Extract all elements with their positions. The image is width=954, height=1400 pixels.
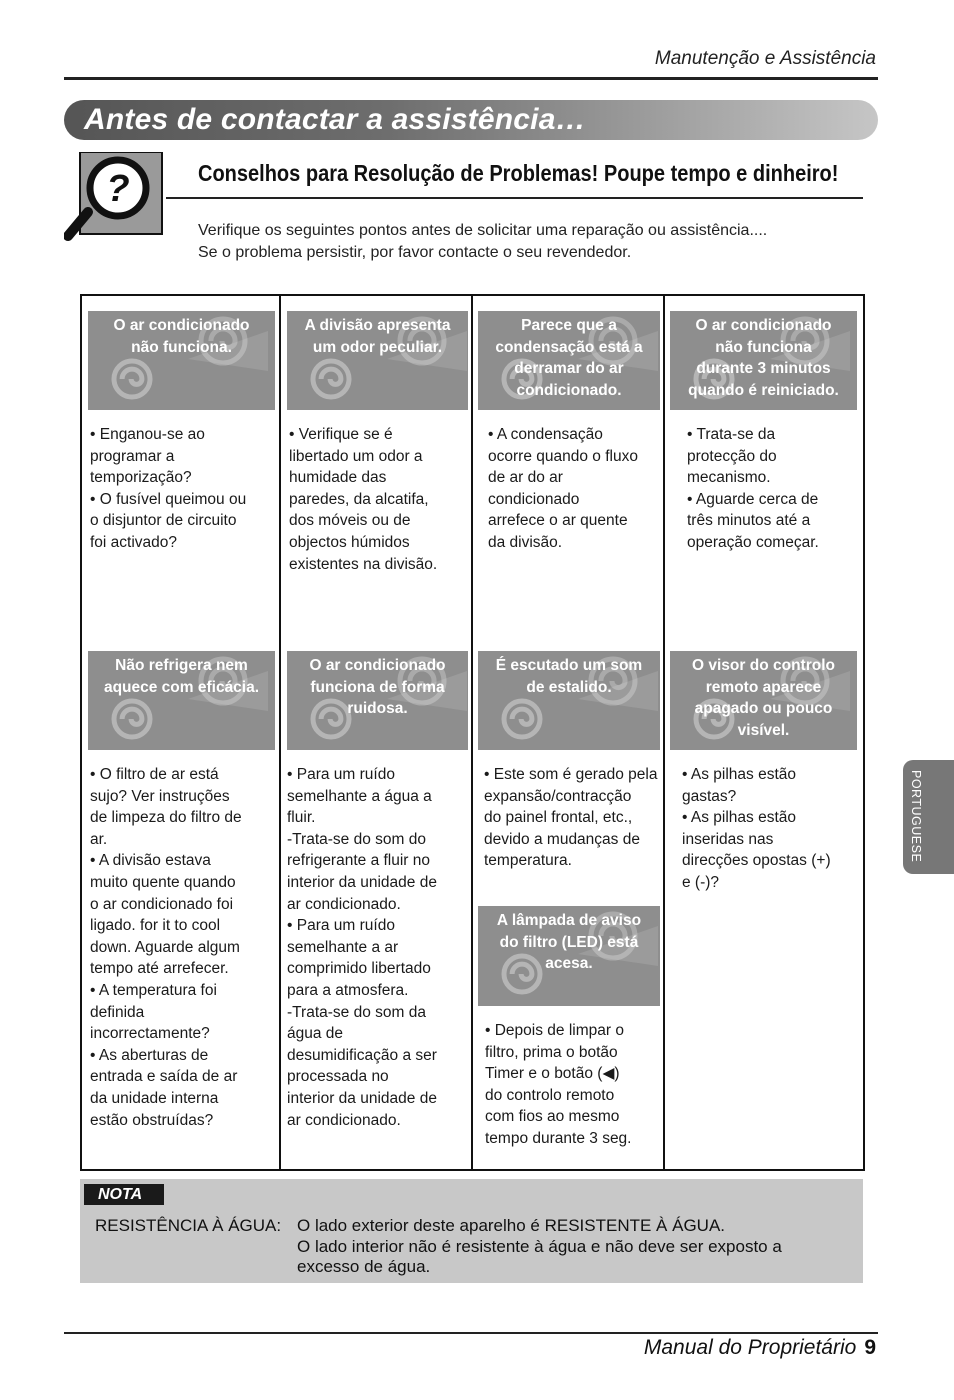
problem-body: • O filtro de ar está sujo? Ver instruções de limpeza do filtro de ar. • A divisão estava muito quente quando o ar condicionado foi ligado. for it to cool down. Aguarde algum tempo até arrefecer. • A temperatura foi definida incorrectamente? • As aberturas de entrada e saída de ar da unidade interna estão obstruídas? bbox=[90, 766, 242, 1129]
column-divider bbox=[279, 296, 281, 1169]
page-title: Antes de contactar a assistência… bbox=[84, 103, 586, 136]
problem-body: • Verifique se é libertado um odor a humidade das paredes, da alcatifa, dos móveis ou de objectos húmidos existentes na divisão. bbox=[289, 426, 438, 573]
problem-heading: Não refrigera nem aquece com eficácia. bbox=[88, 651, 275, 750]
problem-body: • Trata-se da protecção do mecanismo. • Aguarde cerca de três minutos até a operação começar. bbox=[687, 426, 819, 551]
note-box bbox=[80, 1179, 863, 1283]
problem-heading: É escutado um som de estalido. bbox=[478, 651, 660, 750]
intro-text bbox=[198, 220, 767, 264]
column-divider bbox=[471, 296, 473, 1169]
subheading-rule bbox=[166, 197, 863, 199]
note-label: RESISTÊNCIA À ÁGUA: bbox=[95, 1216, 282, 1235]
footer-title: Manual do Proprietário bbox=[643, 1336, 857, 1359]
problem-heading: O ar condicionado não funciona. bbox=[88, 311, 275, 410]
problem-body: • Para um ruído semelhante a água a fluir. -Trata-se do som do refrigerante a fluir no interior da unidade de ar condicionado. • Para um ruído semelhante a ar comprimido libertado para a atmosfera. -Trata-se do som da água de desumidificação a ser processada no interior da unidade de ar condicionado. bbox=[287, 766, 437, 1129]
page-number: 9 bbox=[864, 1336, 876, 1359]
problem-heading: O visor do controlo remoto aparece apagado ou pouco visível. bbox=[670, 651, 857, 750]
magnifier-question-icon bbox=[64, 152, 164, 244]
column-divider bbox=[663, 296, 665, 1169]
problem-body: • A condensação ocorre quando o fluxo de ar do ar condicionado arrefece o ar quente da divisão. bbox=[488, 426, 638, 551]
note-badge: NOTA bbox=[84, 1184, 164, 1205]
problem-heading: Parece que a condensação está a derramar do ar condicionado. bbox=[478, 311, 660, 410]
problem-body: • Enganou-se ao programar a temporização? • O fusível queimou ou o disjuntor de circuito foi activado? bbox=[90, 426, 247, 551]
language-tab bbox=[903, 760, 954, 874]
intro-line-2: Se o problema persistir, por favor contacte o seu revendedor. bbox=[198, 244, 632, 261]
title-banner bbox=[64, 100, 878, 140]
problem-heading: O ar condicionado funciona de forma ruidosa. bbox=[287, 651, 468, 750]
intro-line-1: Verifique os seguintes pontos antes de solicitar uma reparação ou assistência.... bbox=[198, 222, 768, 239]
note-text: O lado exterior deste aparelho é RESISTENTE À ÁGUA. O lado interior não é resistente à água e não deve ser exposto a excesso de água. bbox=[297, 1216, 782, 1276]
problem-heading: A lâmpada de aviso do filtro (LED) está acesa. bbox=[478, 906, 660, 1006]
problem-body: • Depois de limpar o filtro, prima o botão Timer e o botão (◀) do controlo remoto com fios ao mesmo tempo durante 3 seg. bbox=[485, 1022, 632, 1147]
subheading: Conselhos para Resolução de Problemas! Poupe tempo e dinheiro! bbox=[198, 160, 839, 186]
problem-heading: O ar condicionado não funciona durante 3 minutos quando é reiniciado. bbox=[670, 311, 857, 410]
footer-rule bbox=[64, 1332, 878, 1334]
language-tab-label: PORTUGUESE bbox=[909, 770, 923, 863]
header-rule bbox=[64, 77, 878, 80]
section-header: Manutenção e Assistência bbox=[654, 48, 876, 69]
footer bbox=[644, 1336, 876, 1360]
problem-body: • As pilhas estão gastas? • As pilhas estão inseridas nas direcções opostas (+) e (-)? bbox=[682, 766, 831, 891]
question-glyph: ? bbox=[106, 168, 130, 210]
problem-body: • Este som é gerado pela expansão/contracção do painel frontal, etc., devido a mudanças de temperatura. bbox=[484, 766, 658, 870]
problem-heading: A divisão apresenta um odor peculiar. bbox=[287, 311, 468, 410]
